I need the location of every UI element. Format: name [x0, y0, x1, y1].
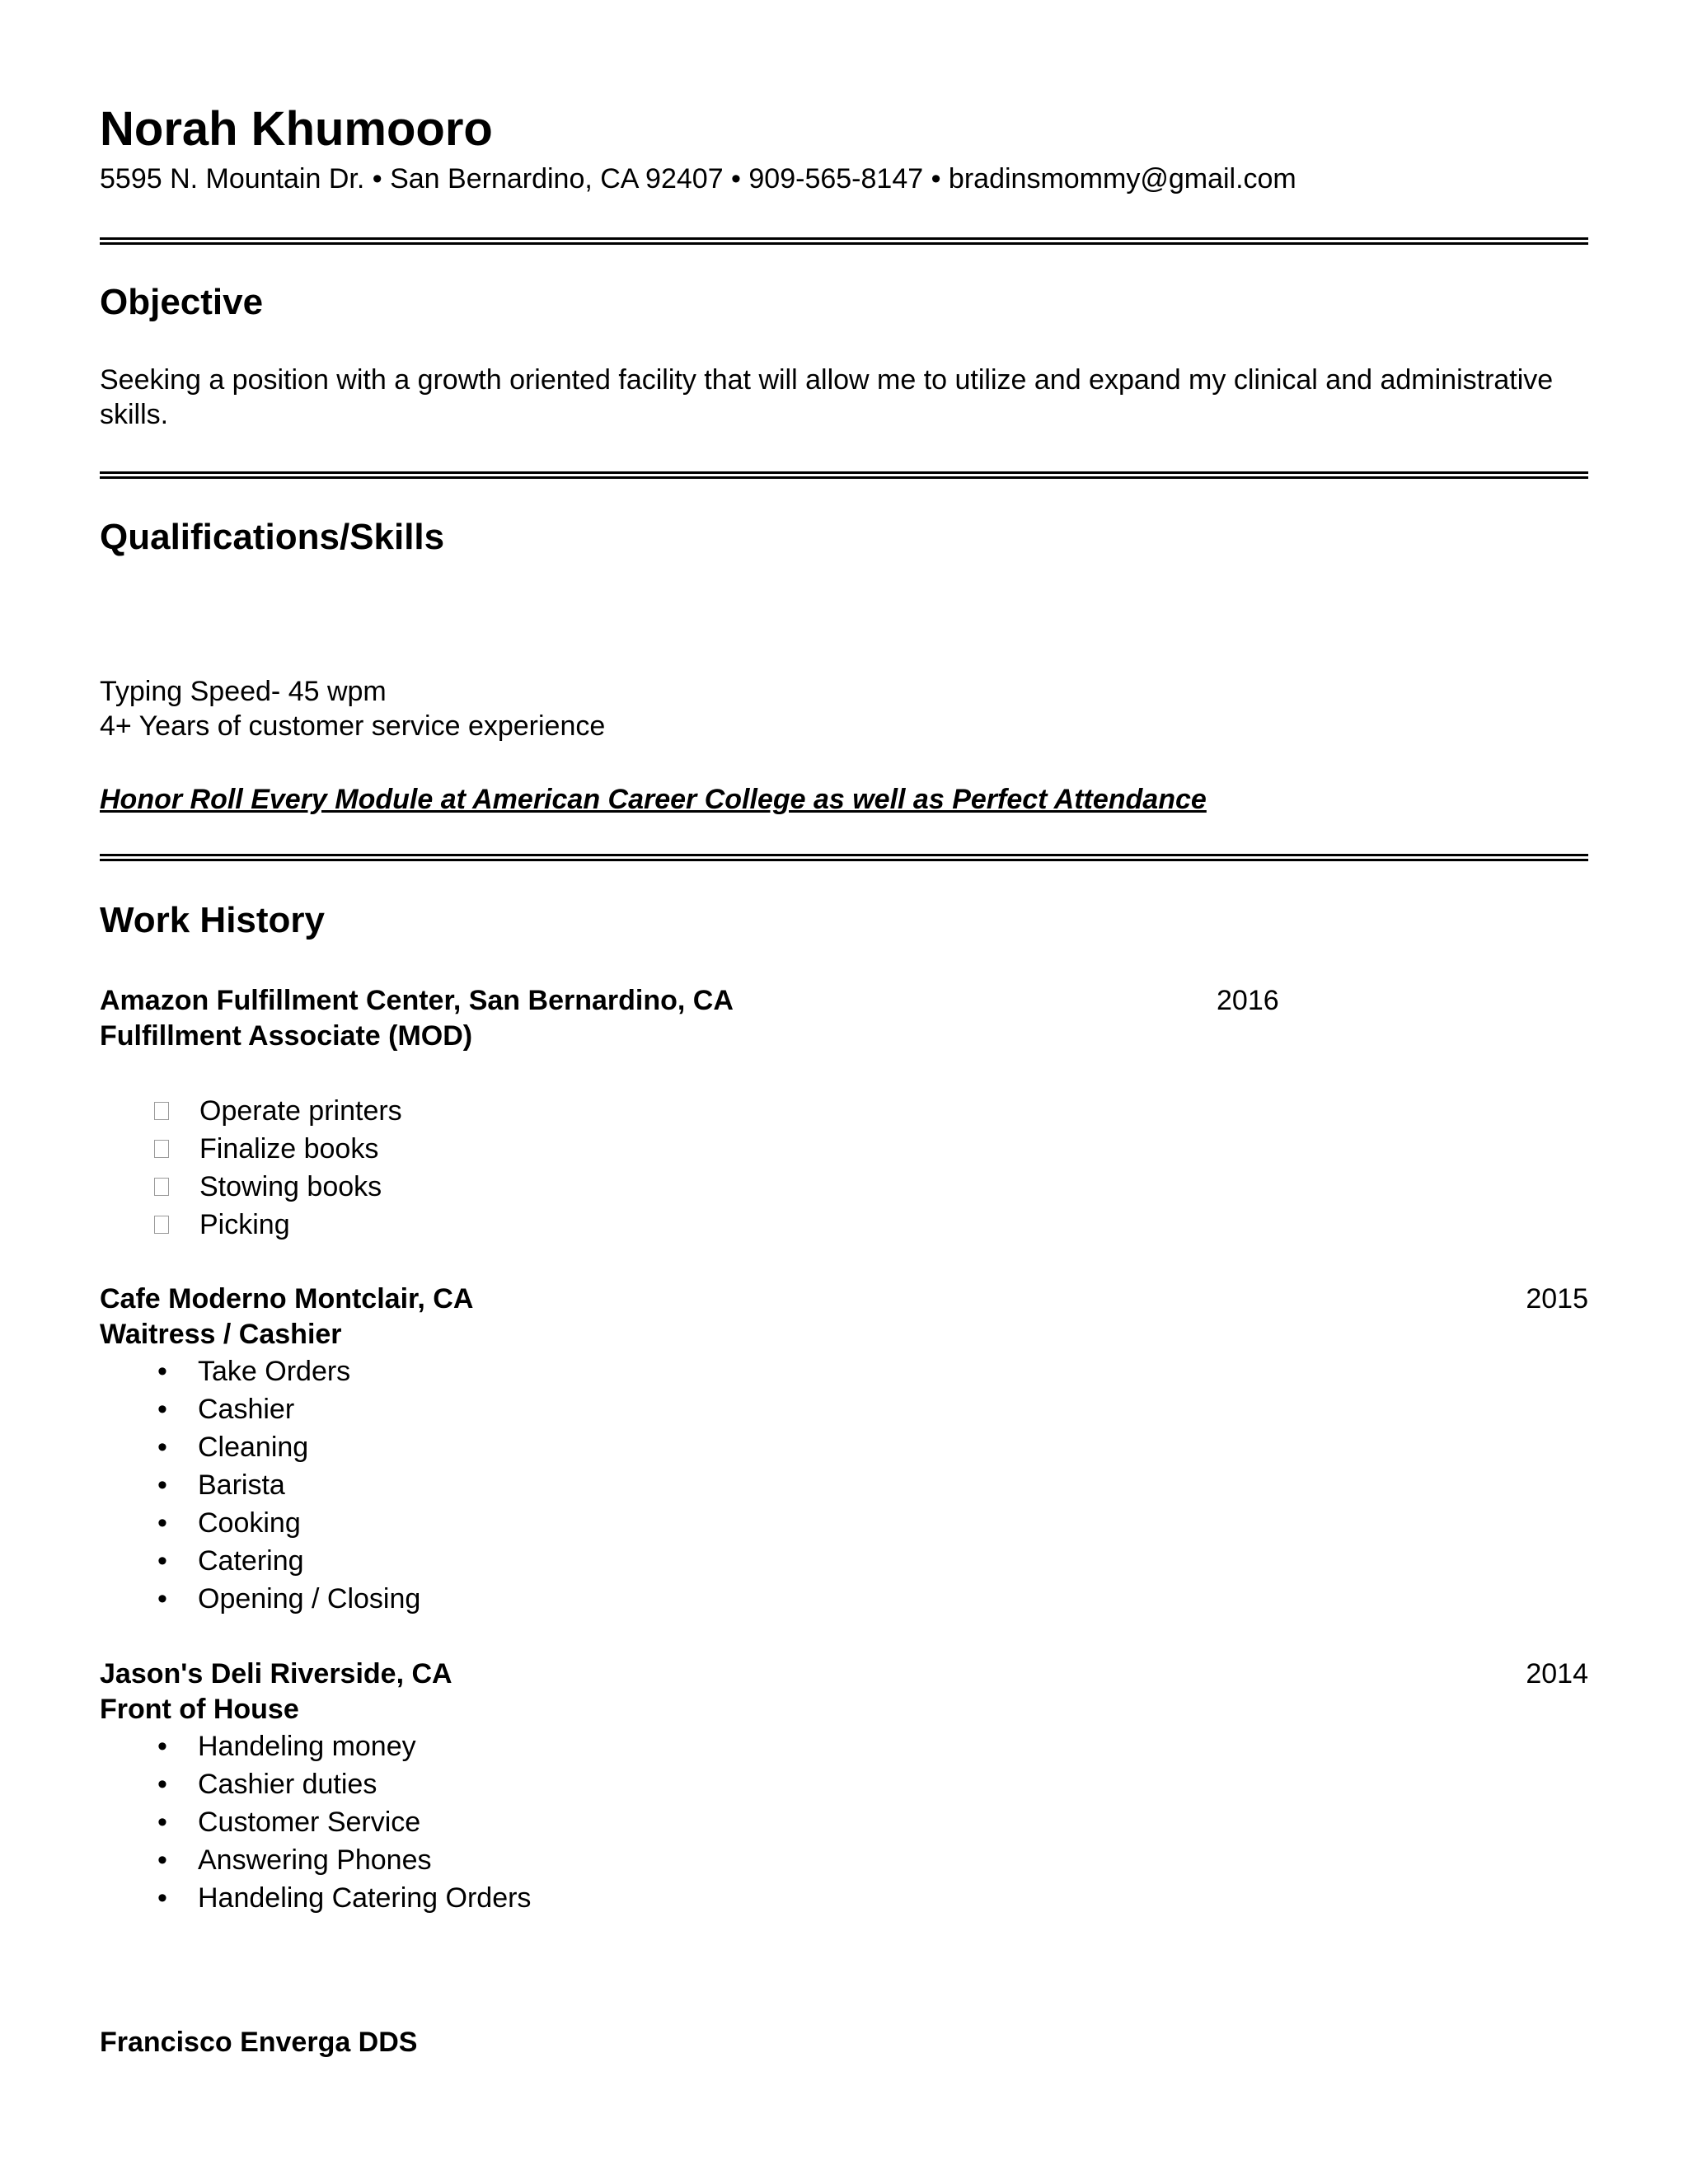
work-history-heading: Work History	[100, 900, 326, 940]
bullet-icon: •	[157, 1731, 167, 1762]
qualifications-heading: Qualifications/Skills	[100, 517, 445, 557]
job-employer: Amazon Fulfillment Center, San Bernardino, CA	[100, 985, 734, 1016]
section-divider	[100, 237, 1588, 245]
qualification-line: 4+ Years of customer service experience	[100, 710, 606, 742]
section-divider	[100, 854, 1588, 861]
job-year: 2015	[1526, 1283, 1588, 1315]
bullet-icon: •	[157, 1844, 167, 1876]
section-divider	[100, 471, 1588, 479]
bullet-icon: •	[157, 1583, 167, 1615]
contact-line: 5595 N. Mountain Dr. • San Bernardino, CA 92407 • 909-565-8147 • bradinsmommy@gmail.com	[100, 163, 1296, 194]
checkbox-bullet-icon	[154, 1178, 169, 1196]
resume-page: Norah Khumooro 5595 N. Mountain Dr. • San Bernardino, CA 92407 • 909-565-8147 • bradinsmommy@gmail.com Objective Seeking a position with a growth oriented facility that will allow me to utilize and expand my clinical and administrative skills. Qualifications/Skills Typing Speed- 45 wpm 4+ Years of customer service experience Honor Roll Every Module at American Career College as well as Perfect Attendance Work History Amazon Fulfillment Center, San Bernardino, CA 2016 Fulfillment Associate (MOD) Operate printers Finalize books Stowing books Picking Cafe Moderno Montclair, CA 2015 Waitress / Cashier • Take Orders • Cashier • Cleaning • Barista • Cooking • Catering • Opening / Closing Jason's Deli Riverside, CA 2014 Front of House • Handeling money • Cashier duties • Customer Service • Answering Phones • Handeling Catering Orders Francisco Enverga DDS	[100, 102, 1588, 2058]
honor-roll-note: Honor Roll Every Module at American Career College as well as Perfect Attendance	[100, 784, 1207, 815]
job-year: 2014	[1526, 1658, 1588, 1690]
job-employer: Jason's Deli Riverside, CA	[100, 1658, 452, 1690]
qualification-line: Typing Speed- 45 wpm	[100, 676, 387, 707]
bullet-icon: •	[157, 1394, 167, 1425]
bullet-icon: •	[157, 1769, 167, 1800]
checkbox-bullet-icon	[154, 1102, 169, 1120]
reference-name: Francisco Enverga DDS	[100, 2027, 418, 2058]
candidate-name: Norah Khumooro	[100, 102, 493, 156]
bullet-icon: •	[157, 1882, 167, 1914]
job-year: 2016	[1217, 985, 1279, 1016]
bullet-icon: •	[157, 1469, 167, 1501]
bullet-icon: •	[157, 1432, 167, 1463]
bullet-icon: •	[157, 1545, 167, 1577]
job-role: Fulfillment Associate (MOD)	[100, 1020, 473, 1052]
bullet-icon: •	[157, 1507, 167, 1539]
bullet-icon: •	[157, 1356, 167, 1387]
objective-text: Seeking a position with a growth oriented facility that will allow me to utilize and expand my clinical and administrative skills.	[100, 364, 1554, 430]
job-role: Front of House	[100, 1694, 299, 1725]
job-employer: Cafe Moderno Montclair, CA	[100, 1283, 474, 1315]
checkbox-bullet-icon	[154, 1216, 169, 1234]
job-role: Waitress / Cashier	[100, 1319, 342, 1350]
objective-heading: Objective	[100, 282, 264, 322]
checkbox-bullet-icon	[154, 1140, 169, 1158]
bullet-icon: •	[157, 1807, 167, 1838]
